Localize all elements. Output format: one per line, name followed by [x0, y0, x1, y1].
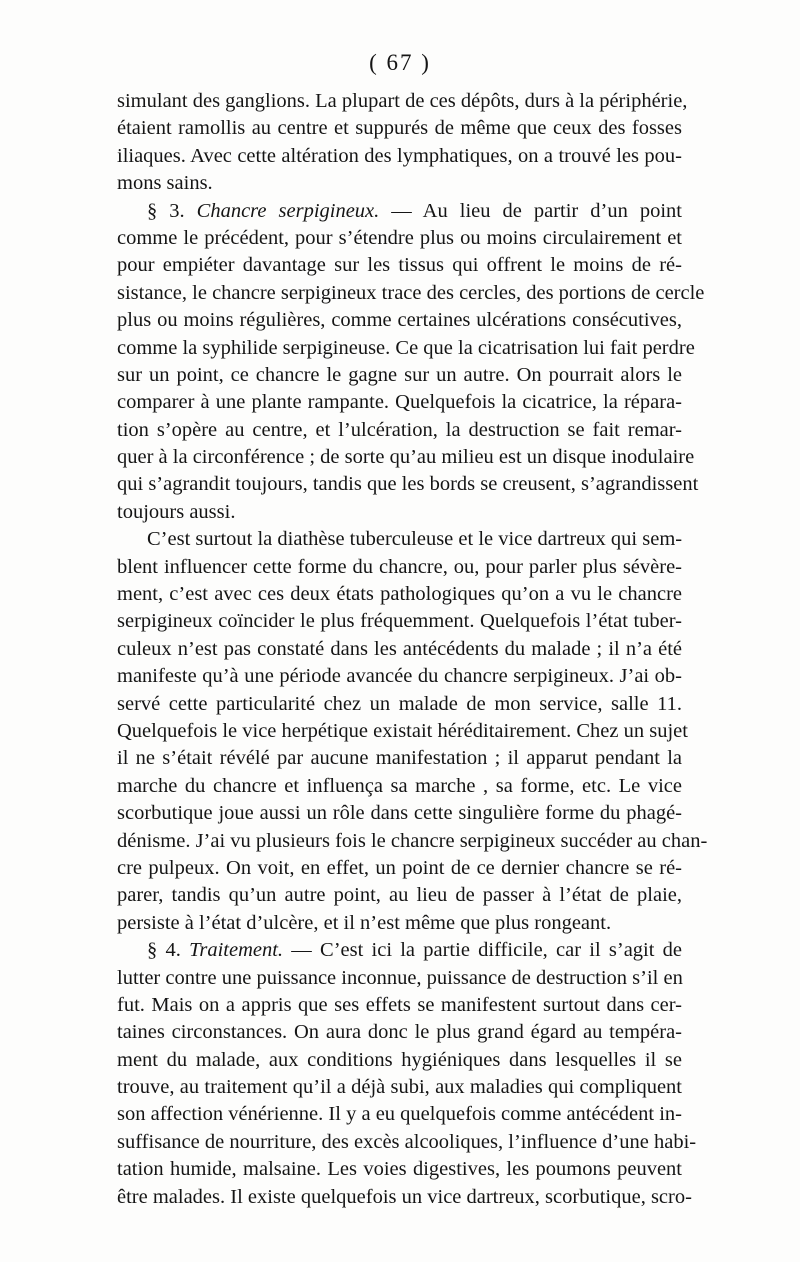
- text-run: être malades. Il existe quelquefois un vice dartreux, scorbutique, scro-: [117, 1185, 692, 1208]
- body-text: [117, 88, 708, 1211]
- text-line: [117, 745, 682, 772]
- text-run: ment du malade, aux conditions hygiéniques dans lesquelles il se: [117, 1048, 682, 1071]
- text-run: § 3.: [147, 199, 197, 222]
- text-run: qui s’agrandit toujours, tandis que les bords se creusent, s’agrandissent: [117, 473, 699, 496]
- text-line: [117, 526, 682, 553]
- text-run: — C’est ici la partie difficile, car il s’agit de: [283, 939, 683, 962]
- text-run: blent influencer cette forme du chancre, ou, pour parler plus sévère-: [117, 555, 682, 578]
- text-line: [117, 608, 682, 635]
- text-run: fut. Mais on a appris que ses effets se manifestent surtout dans cer-: [117, 993, 682, 1016]
- text-run: simulant des ganglions. La plupart de ces dépôts, durs à la périphérie,: [117, 90, 688, 112]
- text-run: servé cette particularité chez un malade de mon service, salle 11.: [117, 692, 682, 715]
- text-run: suffisance de nourriture, des excès alcooliques, l’influence d’une habi-: [117, 1130, 697, 1153]
- text-line: [117, 1184, 692, 1211]
- text-run: Quelquefois le vice herpétique existait héréditairement. Chez un sujet: [117, 719, 688, 742]
- text-line: [117, 718, 688, 745]
- text-line: [117, 471, 699, 498]
- text-line: [117, 252, 682, 279]
- text-line: [117, 225, 682, 252]
- text-run: comparer à une plante rampante. Quelquefois la cicatrice, la répara-: [117, 391, 682, 414]
- text-run: ment, c’est avec ces deux états pathologiques qu’on a vu le chancre: [117, 583, 682, 606]
- text-line: [117, 1101, 682, 1128]
- text-line: [117, 855, 682, 882]
- text-run: C’est surtout la diathèse tuberculeuse et le vice dartreux qui sem-: [147, 528, 683, 551]
- text-line: [117, 937, 682, 964]
- text-run: marche du chancre et influença sa marche , sa forme, etc. Le vice: [117, 774, 682, 797]
- text-line: [117, 965, 682, 992]
- text-line: [117, 444, 695, 471]
- text-line: [117, 307, 682, 334]
- text-run: comme le précédent, pour s’étendre plus ou moins circulairement et: [117, 226, 682, 249]
- text-line: [117, 581, 682, 608]
- text-line: [117, 882, 682, 909]
- text-line: [117, 1129, 697, 1156]
- text-run: mons sains.: [117, 172, 213, 195]
- text-run: étaient ramollis au centre et suppurés de même que ceux des fosses: [117, 117, 682, 140]
- text-run: trouve, au traitement qu’il a déjà subi, aux maladies qui compliquent: [117, 1076, 682, 1099]
- page-number: ( 67 ): [369, 50, 431, 75]
- text-run: il ne s’était révélé par aucune manifestation ; il apparut pendant la: [117, 747, 682, 770]
- text-run: manifeste qu’à une période avancée du chancre serpigineux. J’ai ob-: [117, 665, 682, 688]
- text-line: [117, 1019, 682, 1046]
- text-run: — Au lieu de partir d’un point: [379, 199, 683, 222]
- text-line: [117, 198, 682, 225]
- section-heading: Chancre serpigineux.: [196, 199, 380, 222]
- text-run: pour empiéter davantage sur les tissus qui offrent le moins de ré-: [117, 254, 682, 277]
- text-run: cre pulpeux. On voit, en effet, un point de ce dernier chancre se ré-: [117, 856, 682, 879]
- text-line: [117, 417, 682, 444]
- text-line: [117, 115, 682, 142]
- text-run: scorbutique joue aussi un rôle dans cette singulière forme du phagé-: [117, 802, 682, 825]
- text-line: [117, 910, 682, 937]
- text-run: tion s’opère au centre, et l’ulcération, la destruction se fait remar-: [117, 418, 682, 441]
- text-run: iliaques. Avec cette altération des lymphatiques, on a trouvé les pou-: [117, 144, 682, 167]
- text-run: toujours aussi.: [117, 500, 236, 523]
- text-line: [117, 828, 708, 855]
- text-line: [117, 800, 682, 827]
- text-run: comme la syphilide serpigineuse. Ce que la cicatrisation lui fait perdre: [117, 336, 695, 359]
- section-heading: Traitement.: [189, 939, 284, 962]
- text-line: [117, 362, 682, 389]
- text-line: [117, 499, 682, 526]
- text-run: sistance, le chancre serpigineux trace des cercles, des portions de cercle: [117, 281, 705, 304]
- text-run: dénisme. J’ai vu plusieurs fois le chancre serpigineux succéder au chan-: [117, 829, 708, 852]
- text-line: [117, 663, 682, 690]
- text-line: [117, 170, 682, 197]
- text-run: taines circonstances. On aura donc le plus grand égard au tempéra-: [117, 1021, 682, 1044]
- text-line: [117, 636, 682, 663]
- text-run: § 4.: [147, 939, 190, 962]
- text-run: plus ou moins régulières, comme certaines ulcérations consécutives,: [117, 309, 682, 332]
- text-line: [117, 554, 682, 581]
- text-run: son affection vénérienne. Il y a eu quelquefois comme antécédent in-: [117, 1103, 682, 1126]
- text-run: culeux n’est pas constaté dans les antécédents du malade ; il n’a été: [117, 637, 682, 660]
- text-line: [117, 1074, 682, 1101]
- text-run: quer à la circonférence ; de sorte qu’au milieu est un disque inodulaire: [117, 446, 695, 469]
- text-line: [117, 280, 705, 307]
- text-line: [117, 1156, 682, 1183]
- text-line: [117, 389, 682, 416]
- text-line: [117, 143, 682, 170]
- text-line: [117, 1047, 682, 1074]
- text-run: parer, tandis qu’un autre point, au lieu de passer à l’état de plaie,: [117, 884, 682, 907]
- text-run: tation humide, malsaine. Les voies digestives, les poumons peuvent: [117, 1158, 682, 1181]
- text-line: [117, 335, 695, 362]
- text-line: [117, 691, 682, 718]
- text-line: [117, 773, 682, 800]
- text-run: persiste à l’état d’ulcère, et il n’est même que plus rongeant.: [117, 911, 612, 934]
- text-line: [117, 992, 682, 1019]
- text-run: serpigineux coïncider le plus fréquemment. Quelquefois l’état tuber-: [117, 610, 682, 633]
- text-line: [117, 88, 688, 115]
- text-run: lutter contre une puissance inconnue, puissance de destruction s’il en: [117, 966, 683, 989]
- text-run: sur un point, ce chancre le gagne sur un autre. On pourrait alors le: [117, 363, 682, 386]
